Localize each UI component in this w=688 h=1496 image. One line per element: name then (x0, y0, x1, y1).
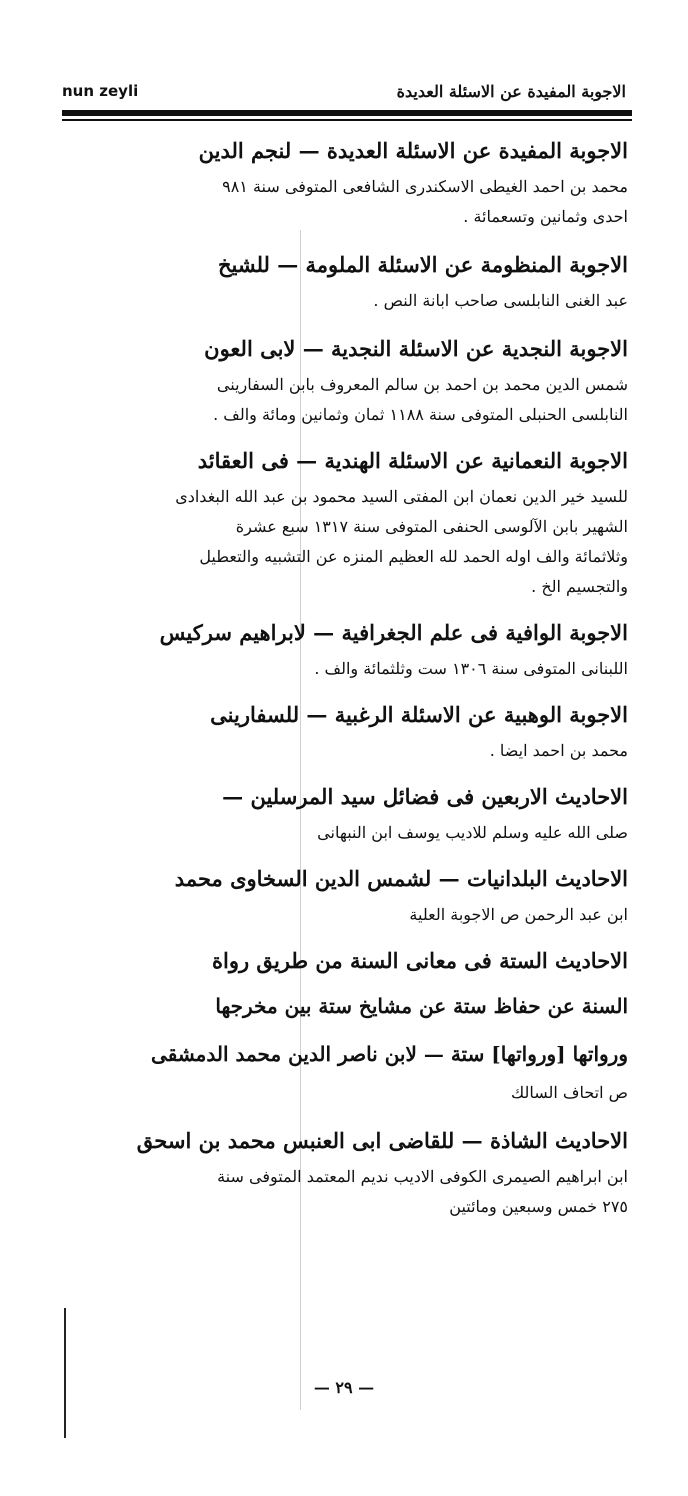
entry-line: للسيد خير الدين نعمان ابن المفتى السيد محمود بن عبد الله البغدادى (175, 487, 628, 506)
entry-title: الاجوبة الوهبية عن الاسئلة الرغبية — للسفارينى (210, 702, 628, 727)
header-rule-thin (62, 119, 632, 121)
entry-line: محمد بن احمد الغيطى الاسكندرى الشافعى المتوفى سنة ٩٨١ (222, 177, 628, 196)
entry-line: ص اتحاف السالك (510, 1083, 628, 1102)
entry-title: الاجوبة الوافية فى علم الجغرافية — لابراهيم سركيس (159, 620, 628, 645)
entry-line: صلى الله عليه وسلم للاديب يوسف ابن النبهانى (317, 823, 628, 842)
running-head-title: الاجوبة المفيدة عن الاسئلة العديدة (396, 81, 626, 101)
header-rule-thick (62, 110, 632, 116)
entry (70, 858, 628, 930)
entry-line: السنة عن حفاظ ستة عن مشايخ ستة بين مخرجها (215, 994, 628, 1018)
entry (70, 694, 628, 766)
entry-title: الاجوبة النعمانية عن الاسئلة الهندية — فى العقائد (197, 448, 628, 473)
entry (70, 130, 628, 232)
entry-title: الاحاديث البلدانيات — لشمس الدين السخاوى محمد (174, 866, 628, 891)
entry-line: وثلاثمائة والف اوله الحمد لله العظيم المنزه عن التشبيه والتعطيل (199, 547, 628, 566)
entry (70, 776, 628, 848)
entry-line: عبد الغنى النابلسى صاحب ابانة النص . (373, 291, 628, 310)
entry-line: ابن ابراهيم الصيمرى الكوفى الاديب نديم المعتمد المتوفى سنة (217, 1167, 628, 1186)
entry-line: ورواتها [ورواتها] ستة — لابن ناصر الدين محمد الدمشقى (151, 1042, 628, 1066)
entry (70, 440, 628, 602)
entry-line: شمس الدين محمد بن احمد بن سالم المعروف بابن السفارينى (216, 375, 628, 394)
entry-title: الاجوبة النجدية عن الاسئلة النجدية — لابى العون (204, 336, 628, 361)
running-head-left: nun zeyli (62, 82, 139, 100)
margin-mark (64, 1308, 66, 1438)
entry-line: اللبنانى المتوفى سنة ١٣٠٦ ست وثلثمائة والف . (314, 659, 628, 678)
entry (70, 612, 628, 684)
entry-line: ابن عبد الرحمن ص الاجوبة العلية (409, 905, 628, 924)
page-number: — ٢٩ — (313, 1378, 375, 1397)
entry (70, 940, 628, 1108)
entry-list (70, 124, 628, 1222)
entry (70, 244, 628, 316)
entry-title: الاحاديث الشاذة — للقاضى ابى العنبس محمد بن اسحق (136, 1128, 628, 1153)
entry (70, 1120, 628, 1222)
entry-line: محمد بن احمد ايضا . (489, 741, 628, 760)
running-head (62, 74, 626, 108)
entry-line: والتجسيم الخ . (531, 577, 628, 596)
entry-title: الاحاديث الستة فى معانى السنة من طريق رواة (212, 948, 628, 973)
entry-title: الاجوبة المفيدة عن الاسئلة العديدة — لنجم الدين (198, 138, 628, 163)
entry-line: النابلسى الحنبلى المتوفى سنة ١١٨٨ ثمان وثمانين ومائة والف . (213, 405, 628, 424)
entry-line: الشهير بابن الآلوسى الحنفى المتوفى سنة ١٣١٧ سبع عشرة (235, 517, 628, 536)
entry-line: احدى وثمانين وتسعمائة . (463, 207, 628, 226)
entry-title: الاجوبة المنظومة عن الاسئلة الملومة — للشيخ (217, 252, 628, 277)
entry-title: الاحاديث الاربعين فى فضائل سيد المرسلين — (222, 784, 628, 809)
entry (70, 328, 628, 430)
entry-line: ٢٧٥ خمس وسبعين ومائتين (449, 1197, 628, 1216)
